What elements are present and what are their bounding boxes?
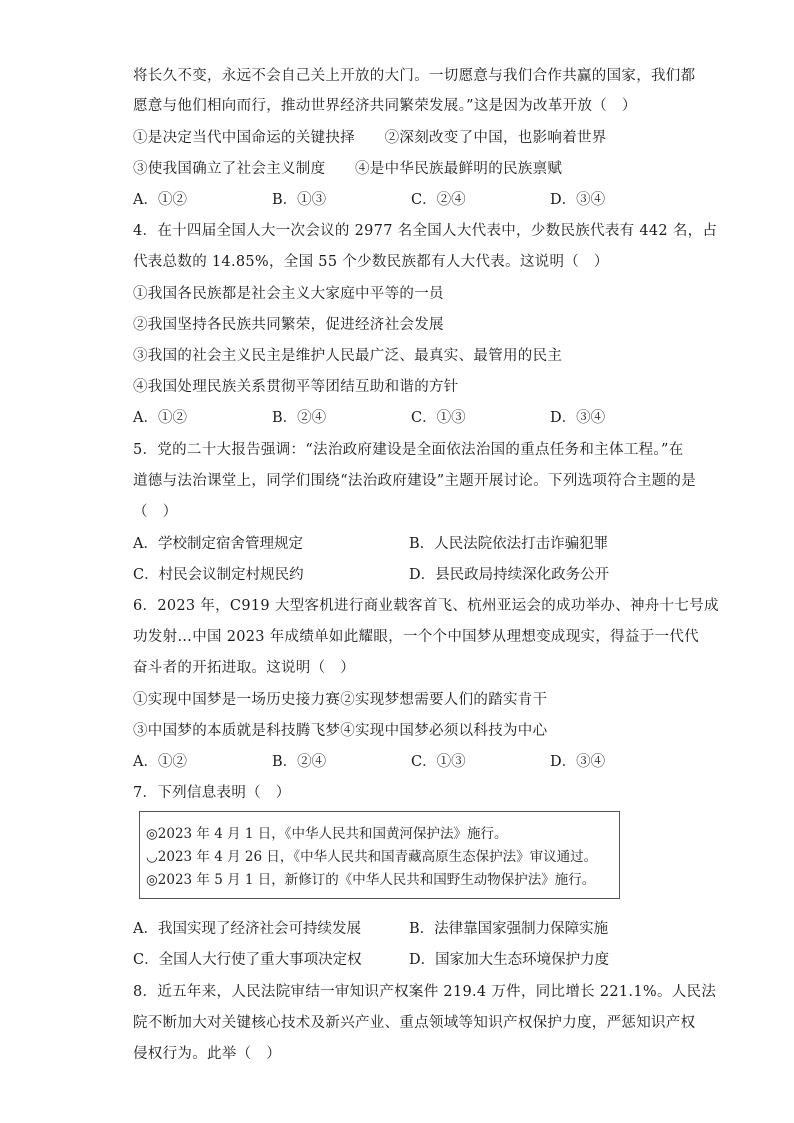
q5-line-3: （ ） bbox=[133, 504, 178, 520]
q6-line-3: 奋斗者的开拓进取。这说明（ ） bbox=[133, 660, 355, 676]
q5-line-2: 道德与法治课堂上，同学们围绕“法治政府建设”主题开展讨论。下列选项符合主题的是 bbox=[133, 473, 697, 489]
q6-statement-2: ③中国梦的本质就是科技腾飞梦④实现中国梦必须以科技为中心 bbox=[133, 723, 548, 739]
q7-info-box bbox=[139, 811, 620, 899]
q3-option-c[interactable]: C．②④ bbox=[411, 192, 466, 208]
q7-info-line-2: ◡2023 年 4 月 26 日，《中华人民共和国青藏高原生态保护法》审议通过。 bbox=[146, 849, 598, 865]
q5-option-a[interactable]: A．学校制定宿舍管理规定 bbox=[133, 536, 303, 552]
q5-line-1: 5．党的二十大报告强调：“法治政府建设是全面依法治国的重点任务和主体工程。”在 bbox=[133, 442, 684, 458]
q3-line-1: 将长久不变，永远不会自己关上开放的大门。一切愿意与我们合作共赢的国家，我们都 bbox=[133, 68, 696, 84]
q3-statement-2: ③使我国确立了社会主义制度 ④是中华民族最鲜明的民族禀赋 bbox=[133, 161, 563, 177]
q4-statement-1: ①我国各民族都是社会主义大家庭中平等的一员 bbox=[133, 286, 444, 302]
q6-option-a[interactable]: A．①② bbox=[133, 754, 187, 770]
q8-line-2: 院不断加大对关键核心技术及新兴产业、重点领域等知识产权保护力度，严惩知识产权 bbox=[133, 1015, 696, 1031]
q7-info-line-1: ◎2023 年 4 月 1 日，《中华人民共和国黄河保护法》施行。 bbox=[146, 826, 508, 842]
q4-option-b[interactable]: B．②④ bbox=[272, 410, 327, 426]
q3-option-d[interactable]: D．③④ bbox=[550, 192, 606, 208]
q6-option-b[interactable]: B．②④ bbox=[272, 754, 327, 770]
q7-option-a[interactable]: A．我国实现了经济社会可持续发展 bbox=[133, 921, 361, 937]
q6-line-1: 6．2023 年，C919 大型客机进行商业载客首飞、杭州亚运会的成功举办、神舟十七号成 bbox=[133, 598, 719, 614]
q4-option-a[interactable]: A．①② bbox=[133, 410, 187, 426]
q4-statement-4: ④我国处理民族关系贯彻平等团结互助和谐的方针 bbox=[133, 379, 459, 395]
q7-info-line-3: ◎2023 年 5 月 1 日，新修订的《中华人民共和国野生动物保护法》施行。 bbox=[146, 872, 596, 888]
q3-option-b[interactable]: B．①③ bbox=[272, 192, 327, 208]
q3-option-a[interactable]: A．①② bbox=[133, 192, 187, 208]
q7-option-d[interactable]: D．国家加大生态环境保护力度 bbox=[409, 952, 610, 968]
q3-line-2: 愿意与他们相向而行，推动世界经济共同繁荣发展。”这是因为改革开放（ ） bbox=[133, 98, 637, 114]
q3-statement-1: ①是决定当代中国命运的关键抉择 ②深刻改变了中国，也影响着世界 bbox=[133, 130, 607, 146]
q6-option-c[interactable]: C．①③ bbox=[411, 754, 466, 770]
q4-line-2: 代表总数的 14.85%，全国 55 个少数民族都有人大代表。这说明（ ） bbox=[133, 254, 609, 270]
q8-line-3: 侵权行为。此举（ ） bbox=[133, 1046, 281, 1062]
q4-option-c[interactable]: C．①③ bbox=[411, 410, 466, 426]
q7-option-b[interactable]: B．法律靠国家强制力保障实施 bbox=[409, 921, 609, 937]
q5-option-c[interactable]: C．村民会议制定村规民约 bbox=[133, 567, 304, 583]
q7-line-1: 7．下列信息表明（ ） bbox=[133, 785, 291, 801]
q6-option-d[interactable]: D．③④ bbox=[550, 754, 606, 770]
q4-line-1: 4．在十四届全国人大一次会议的 2977 名全国人大代表中，少数民族代表有 442 名，占 bbox=[133, 223, 718, 239]
q4-statement-2: ②我国坚持各民族共同繁荣，促进经济社会发展 bbox=[133, 317, 444, 333]
q7-option-c[interactable]: C．全国人大行使了重大事项决定权 bbox=[133, 952, 362, 968]
q6-statement-1: ①实现中国梦是一场历史接力赛②实现梦想需要人们的踏实肯干 bbox=[133, 692, 548, 708]
q6-line-2: 功发射…中国 2023 年成绩单如此耀眼，一个个中国梦从理想变成现实，得益于一代代 bbox=[133, 629, 699, 645]
q4-option-d[interactable]: D．③④ bbox=[550, 410, 606, 426]
q5-option-b[interactable]: B．人民法院依法打击诈骗犯罪 bbox=[409, 536, 609, 552]
q5-option-d[interactable]: D．县民政局持续深化政务公开 bbox=[409, 567, 610, 583]
q8-line-1: 8．近五年来，人民法院审结一审知识产权案件 219.4 万件，同比增长 221.1%。人民法 bbox=[133, 984, 717, 1000]
q4-statement-3: ③我国的社会主义民主是维护人民最广泛、最真实、最管用的民主 bbox=[133, 348, 563, 364]
